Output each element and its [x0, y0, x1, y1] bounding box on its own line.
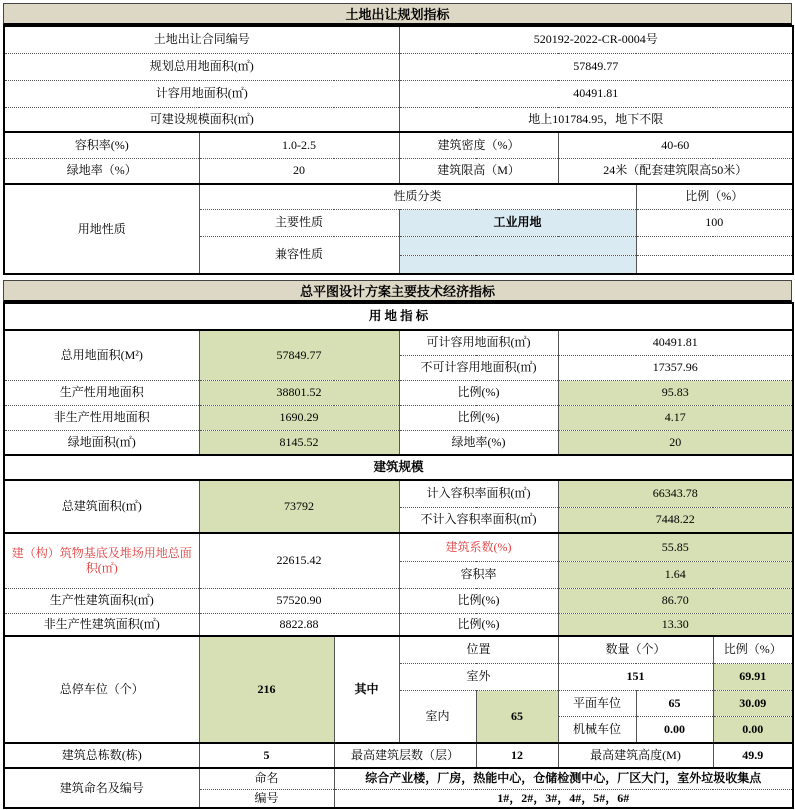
far-label: 容积率(%) — [4, 132, 199, 158]
row-contract — [4, 26, 793, 53]
uncounted-far-label: 不计入容积率面积(㎡) — [399, 507, 558, 533]
row-buildable — [4, 107, 793, 132]
contract-value: 520192-2022-CR-0004号 — [399, 26, 793, 53]
productive-building-label: 生产性建筑面积(㎡) — [4, 588, 199, 613]
contract-label: 土地出让合同编号 — [4, 26, 399, 53]
productive-land-value: 38801.52 — [199, 380, 399, 405]
max-floors-value: 12 — [476, 743, 558, 768]
mech-parking-qty: 0.00 — [636, 716, 713, 743]
name-label: 命名 — [199, 768, 334, 789]
tech-econ-table-title: 总平图设计方案主要技术经济指标 — [3, 280, 792, 302]
building-count-label: 建筑总栋数(栋) — [4, 743, 199, 768]
nonproductive-building-value: 8822.88 — [199, 613, 399, 636]
row-productive-building — [4, 588, 793, 613]
far2-label: 容积率 — [399, 561, 558, 588]
nonproductive-building-ratio-label: 比例(%) — [399, 613, 558, 636]
footprint-value: 22615.42 — [199, 533, 399, 588]
green-rate2-value: 20 — [558, 430, 793, 455]
compat-nature-value-1 — [399, 236, 636, 255]
row-nature-header — [4, 184, 793, 209]
green-rate2-label: 绿地率(%) — [399, 430, 558, 455]
compat-nature-ratio-1 — [636, 236, 793, 255]
nonproductive-land-value: 1690.29 — [199, 405, 399, 430]
productive-building-ratio: 86.70 — [558, 588, 793, 613]
row-green-height — [4, 158, 793, 184]
row-land-section-header — [4, 303, 793, 330]
plan-area-value: 57849.77 — [399, 53, 793, 80]
naming-label: 建筑命名及编号 — [4, 768, 199, 808]
green-area-value: 8145.52 — [199, 430, 399, 455]
total-land-label: 总用地面积(M²) — [4, 330, 199, 380]
land-nature-label: 用地性质 — [4, 184, 199, 274]
counted-far-value: 66343.78 — [558, 480, 793, 507]
indoor-qty: 65 — [476, 690, 558, 743]
parking-position-header: 位置 — [399, 636, 558, 663]
row-productive-land — [4, 380, 793, 405]
land-transfer-table — [3, 25, 794, 275]
row-plan-area — [4, 53, 793, 80]
productive-building-value: 57520.90 — [199, 588, 399, 613]
max-floors-label: 最高建筑层数（层） — [334, 743, 476, 768]
mech-parking-label: 机械车位 — [558, 716, 636, 743]
main-nature-value: 工业用地 — [399, 209, 636, 236]
parking-ratio-header: 比例（%） — [713, 636, 793, 663]
buildable-label: 可建设规模面积(㎡) — [4, 107, 399, 132]
row-nonproductive-building — [4, 613, 793, 636]
name-value: 综合产业楼，厂房，热能中心，仓储检测中心，厂区大门，室外垃圾收集点 — [334, 768, 793, 789]
total-building-value: 73792 — [199, 480, 399, 533]
far2-value: 1.64 — [558, 561, 793, 588]
parking-qty-header: 数量（个） — [558, 636, 713, 663]
plan-area-label: 规划总用地面积(㎡) — [4, 53, 399, 80]
height-limit-value: 24米（配套建筑限高50米） — [558, 158, 793, 184]
density-value: 40-60 — [558, 132, 793, 158]
outdoor-qty: 151 — [558, 663, 713, 690]
main-nature-label: 主要性质 — [199, 209, 399, 236]
total-building-label: 总建筑面积(㎡) — [4, 480, 199, 533]
main-nature-ratio: 100 — [636, 209, 793, 236]
compat-nature-value-2 — [399, 255, 636, 274]
nonproductive-building-label: 非生产性建筑面积(㎡) — [4, 613, 199, 636]
footprint-label: 建（构）筑物基底及堆场用地总面积(㎡) — [4, 533, 199, 588]
productive-land-ratio: 95.83 — [558, 380, 793, 405]
row-far-density — [4, 132, 793, 158]
mech-parking-ratio: 0.00 — [713, 716, 793, 743]
nonproductive-building-ratio: 13.30 — [558, 613, 793, 636]
compat-nature-ratio-2 — [636, 255, 793, 274]
total-land-value: 57849.77 — [199, 330, 399, 380]
buildable-value: 地上101784.95，地下不限 — [399, 107, 793, 132]
tech-econ-table — [3, 302, 794, 809]
nonproductive-land-label: 非生产性用地面积 — [4, 405, 199, 430]
row-green-area — [4, 430, 793, 455]
jirong-area-label: 计容用地面积(㎡) — [4, 80, 399, 107]
nature-class-header: 性质分类 — [199, 184, 636, 209]
building-count-value: 5 — [199, 743, 334, 768]
land-transfer-table-title: 土地出让规划指标 — [3, 3, 792, 25]
uncounted-far-value: 7448.22 — [558, 507, 793, 533]
productive-land-label: 生产性用地面积 — [4, 380, 199, 405]
outdoor-ratio: 69.91 — [713, 663, 793, 690]
row-footprint-1 — [4, 533, 793, 561]
number-label: 编号 — [199, 789, 334, 808]
row-building-naming — [4, 768, 793, 789]
flat-parking-qty: 65 — [636, 690, 713, 716]
coefficient-label: 建筑系数(%) — [399, 533, 558, 561]
land-section-header: 用 地 指 标 — [4, 303, 793, 330]
nature-ratio-header: 比例（%） — [636, 184, 793, 209]
green-rate-value: 20 — [199, 158, 399, 184]
parking-among-label: 其中 — [334, 636, 399, 743]
green-rate-label: 绿地率（%） — [4, 158, 199, 184]
scale-section-header: 建筑规模 — [4, 455, 793, 480]
uncountable-land-label: 不可计容用地面积(㎡) — [399, 355, 558, 380]
productive-building-ratio-label: 比例(%) — [399, 588, 558, 613]
coefficient-value: 55.85 — [558, 533, 793, 561]
row-parking-header — [4, 636, 793, 663]
max-height-value: 49.9 — [713, 743, 793, 768]
nonproductive-land-ratio: 4.17 — [558, 405, 793, 430]
flat-parking-label: 平面车位 — [558, 690, 636, 716]
max-height-label: 最高建筑高度(M) — [558, 743, 713, 768]
indoor-label: 室内 — [399, 690, 476, 743]
parking-total-label: 总停车位（个） — [4, 636, 199, 743]
jirong-area-value: 40491.81 — [399, 80, 793, 107]
far-value: 1.0-2.5 — [199, 132, 399, 158]
number-value: 1#，2#，3#，4#，5#，6# — [334, 789, 793, 808]
counted-far-label: 计入容积率面积(㎡) — [399, 480, 558, 507]
row-nonproductive-land — [4, 405, 793, 430]
outdoor-label: 室外 — [399, 663, 558, 690]
uncountable-land-value: 17357.96 — [558, 355, 793, 380]
row-jirong-area — [4, 80, 793, 107]
row-building-stats — [4, 743, 793, 768]
nonproductive-land-ratio-label: 比例(%) — [399, 405, 558, 430]
productive-land-ratio-label: 比例(%) — [399, 380, 558, 405]
countable-land-value: 40491.81 — [558, 330, 793, 355]
row-scale-section-header — [4, 455, 793, 480]
countable-land-label: 可计容用地面积(㎡) — [399, 330, 558, 355]
density-label: 建筑密度（%） — [399, 132, 558, 158]
height-limit-label: 建筑限高（M） — [399, 158, 558, 184]
compat-nature-label: 兼容性质 — [199, 236, 399, 274]
flat-parking-ratio: 30.09 — [713, 690, 793, 716]
row-total-land-1 — [4, 330, 793, 355]
green-area-label: 绿地面积(㎡) — [4, 430, 199, 455]
row-total-building-1 — [4, 480, 793, 507]
parking-total-value: 216 — [199, 636, 334, 743]
